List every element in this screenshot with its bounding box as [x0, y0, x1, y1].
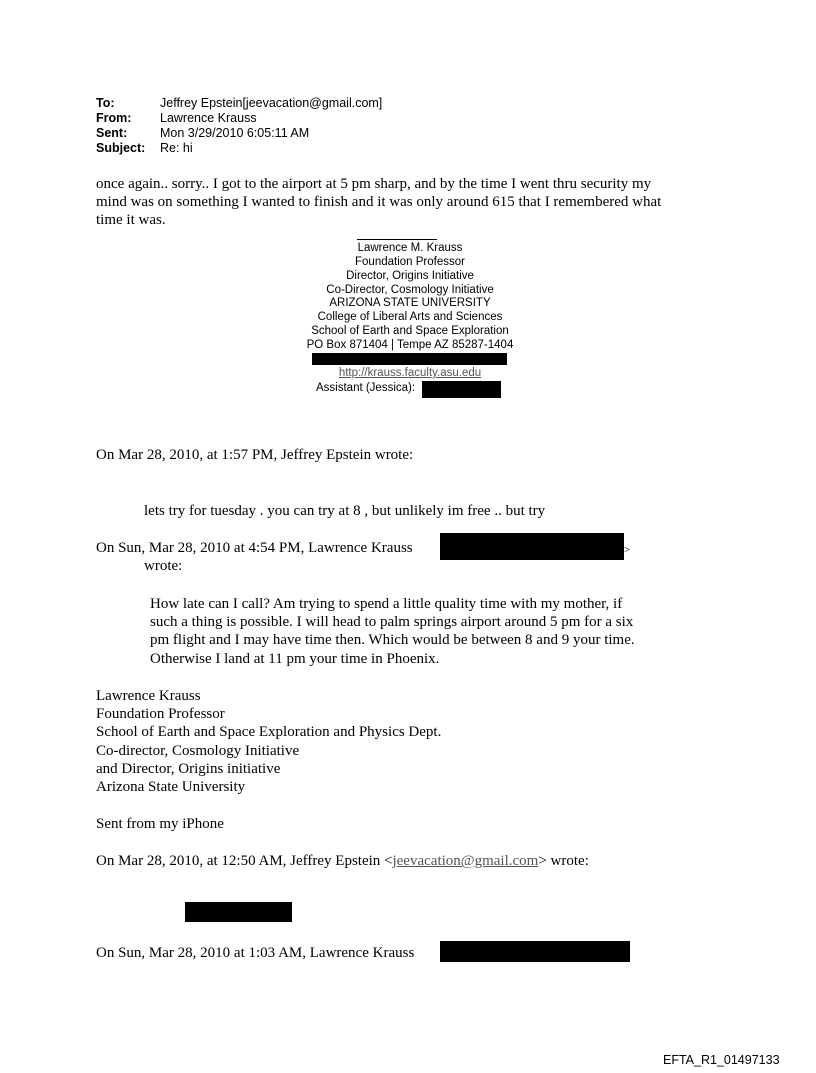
redaction-bar [312, 353, 507, 365]
message-line: time it was. [96, 212, 166, 228]
redaction-bar [440, 941, 630, 962]
quote-header: On Sun, Mar 28, 2010 at 4:54 PM, Lawrence Krauss [96, 540, 413, 556]
quote-header-suffix: > wrote: [538, 853, 589, 869]
document-id: EFTA_R1_01497133 [663, 1053, 780, 1067]
signature-line: School of Earth and Space Exploration and Physics Dept. [96, 724, 442, 740]
assistant-label: Assistant (Jessica): [316, 382, 416, 394]
signature-line: Co-director, Cosmology Initiative [96, 743, 300, 759]
signature-line: School of Earth and Space Exploration [311, 325, 509, 337]
email-link[interactable]: jeevacation@gmail.com [392, 853, 539, 869]
quote-header-prefix: On Mar 28, 2010, at 12:50 AM, Jeffrey Epstein < [96, 853, 393, 869]
website-link[interactable]: http://krauss.faculty.asu.edu [338, 367, 482, 379]
redaction-bar [185, 902, 292, 922]
quote-header: wrote: [144, 558, 183, 574]
signature-line: Director, Origins Initiative [346, 270, 474, 282]
signature-line: ARIZONA STATE UNIVERSITY [329, 297, 491, 309]
sent-value: Mon 3/29/2010 6:05:11 AM [160, 126, 310, 140]
signature-line: Co-Director, Cosmology Initiative [326, 284, 494, 296]
quote-header: On Sun, Mar 28, 2010 at 1:03 AM, Lawrence Krauss [96, 945, 415, 961]
signature-line: PO Box 871404 | Tempe AZ 85287-1404 [306, 339, 514, 351]
signature-line: Foundation Professor [96, 706, 225, 722]
from-label: From: [96, 111, 132, 125]
quote-body: such a thing is possible. I will head to palm springs airport around 5 pm for a six [150, 614, 634, 630]
message-line: once again.. sorry.. I got to the airport at 5 pm sharp, and by the time I went thru security my [96, 176, 652, 192]
signature-line: Lawrence Krauss [96, 688, 201, 704]
from-value: Lawrence Krauss [160, 111, 257, 125]
to-label: To: [96, 96, 115, 110]
signature-line: Arizona State University [96, 779, 246, 795]
signature-line: and Director, Origins initiative [96, 761, 281, 777]
message-line: mind was on something I wanted to finish and it was only around 615 that I remembered what [96, 194, 662, 210]
to-value: Jeffrey Epstein[jeevacation@gmail.com] [160, 96, 383, 110]
signature-divider [357, 239, 437, 240]
quote-body: Otherwise I land at 11 pm your time in Phoenix. [150, 651, 440, 667]
subject-label: Subject: [96, 141, 146, 155]
redaction-bar [440, 533, 624, 560]
signature-name: Lawrence M. Krauss [357, 242, 463, 254]
quote-body: How late can I call? Am trying to spend a little quality time with my mother, if [150, 596, 623, 612]
quote-header [96, 852, 589, 870]
quote-header: On Mar 28, 2010, at 1:57 PM, Jeffrey Epstein wrote: [96, 447, 414, 463]
signature-line: College of Liberal Arts and Sciences [317, 311, 503, 323]
redaction-bar [422, 381, 501, 398]
quote-body: pm flight and I may have time then. Which would be between 8 and 9 your time. [150, 632, 635, 648]
subject-value: Re: hi [160, 141, 193, 155]
signature-line: Foundation Professor [355, 256, 465, 268]
quote-body: lets try for tuesday . you can try at 8 , but unlikely im free .. but try [144, 503, 546, 519]
sent-from-note: Sent from my iPhone [96, 816, 224, 832]
sent-label: Sent: [96, 126, 128, 140]
quote-header-tail: > [624, 544, 631, 556]
